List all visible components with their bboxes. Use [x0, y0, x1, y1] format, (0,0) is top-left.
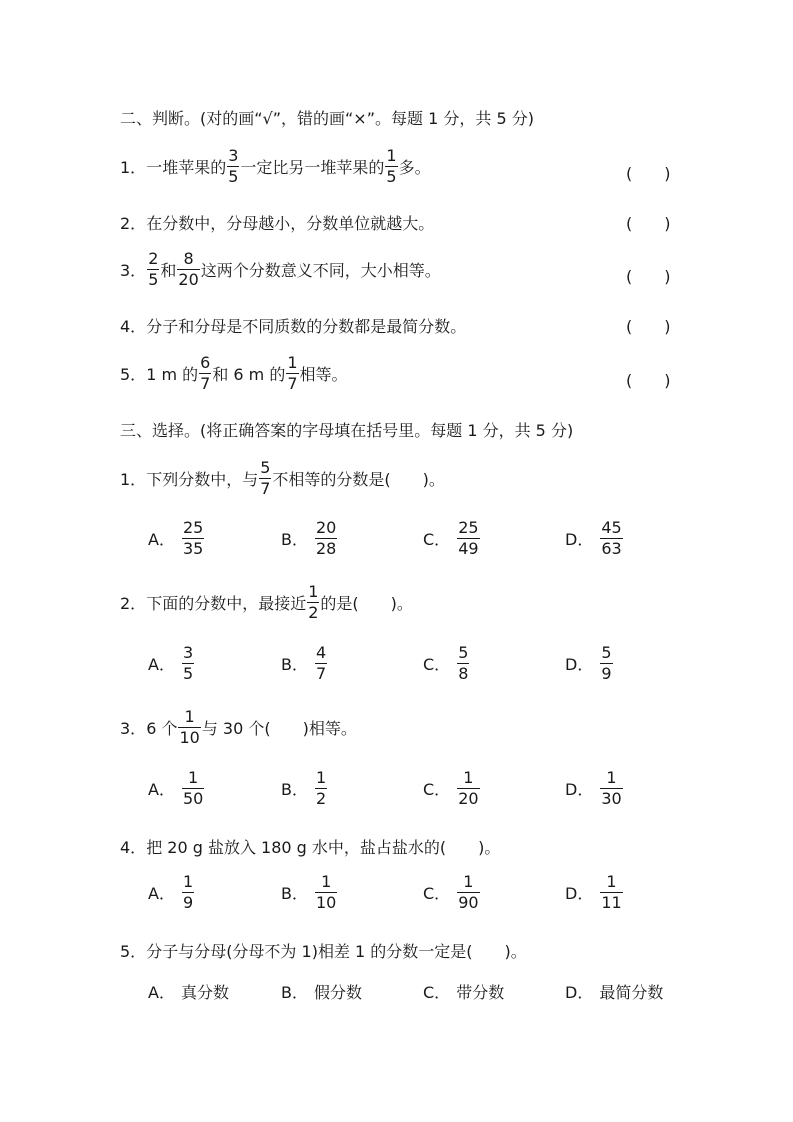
fraction: $\frac{1}{2}$ — [308, 582, 319, 622]
judgment-item-4: 4． 分子和分母是不同质数的分数都是最简分数。 — [120, 314, 466, 337]
option-d[interactable]: D． $\frac{5}{9}$ — [565, 643, 612, 683]
item-number: 5． — [120, 942, 147, 961]
fraction: $\frac{25}{49}$ — [458, 518, 479, 558]
item-number: 3． — [120, 261, 147, 280]
judgment-item-5: 5． 1 m 的 $\frac{6}{7}$ 和 6 m 的 $\frac{1}{7}$ 相等。 — [120, 353, 348, 393]
option-a[interactable]: A． $\frac{25}{35}$ — [148, 518, 204, 558]
option-c[interactable]: C． $\frac{5}{8}$ — [423, 643, 469, 683]
fraction: $\frac{1}{11}$ — [601, 872, 622, 912]
option-c[interactable]: C． $\frac{25}{49}$ — [423, 518, 479, 558]
fraction: $\frac{2}{5}$ — [148, 249, 159, 289]
item-number: 2． — [120, 594, 147, 613]
fraction: $\frac{4}{7}$ — [315, 643, 327, 683]
option-b[interactable]: B． $\frac{4}{7}$ — [281, 643, 327, 683]
fraction: $\frac{1}{50}$ — [182, 768, 204, 808]
fraction: $\frac{25}{35}$ — [182, 518, 204, 558]
item-number: 4． — [120, 838, 147, 857]
option-b[interactable]: B． $\frac{1}{2}$ — [281, 768, 327, 808]
item-number: 3． — [120, 719, 147, 738]
fraction: $\frac{1}{5}$ — [386, 146, 397, 186]
option-d[interactable]: D． $\frac{45}{63}$ — [565, 518, 622, 558]
option-a[interactable]: A． $\frac{1}{50}$ — [148, 768, 204, 808]
option-d[interactable]: D． $\frac{1}{30}$ — [565, 768, 622, 808]
fraction: $\frac{20}{28}$ — [315, 518, 337, 558]
answer-blank[interactable]: ( ) — [626, 317, 671, 336]
fraction: $\frac{5}{8}$ — [458, 643, 469, 683]
answer-blank[interactable]: ( ) — [626, 164, 671, 183]
answer-blank[interactable]: ( ) — [626, 371, 671, 390]
fraction: $\frac{1}{10}$ — [179, 707, 200, 747]
fraction: $\frac{5}{9}$ — [601, 643, 612, 683]
answer-blank[interactable]: ( ) — [626, 214, 671, 233]
option-d[interactable]: D． $\frac{1}{11}$ — [565, 872, 622, 912]
fraction: $\frac{1}{2}$ — [315, 768, 327, 808]
option-c[interactable]: C． 带分数 — [423, 983, 505, 1002]
item-number: 1． — [120, 158, 147, 177]
answer-blank[interactable]: ( ) — [626, 267, 671, 286]
option-a[interactable]: A． $\frac{1}{9}$ — [148, 872, 194, 912]
judgment-item-2: 2． 在分数中，分母越小，分数单位就越大。 — [120, 211, 434, 234]
section-3-heading: 三、选择。(将正确答案的字母填在括号里。每题 1 分，共 5 分) — [120, 421, 574, 440]
item-number: 4． — [120, 317, 147, 336]
fraction: $\frac{1}{90}$ — [458, 872, 479, 912]
choice-question-4: 4． 把 20 g 盐放入 180 g 水中，盐占盐水的( )。 — [120, 835, 500, 858]
fraction: $\frac{1}{10}$ — [315, 872, 337, 912]
judgment-item-1: 1． 一堆苹果的 $\frac{3}{5}$ 一定比另一堆苹果的 $\frac{1}{5}$ 多。 — [120, 146, 431, 186]
section-2-heading: 二、判断。(对的画“√”，错的画“×”。每题 1 分，共 5 分) — [120, 109, 534, 128]
fraction: $\frac{1}{30}$ — [601, 768, 622, 808]
fraction: $\frac{45}{63}$ — [601, 518, 622, 558]
option-c[interactable]: C． $\frac{1}{20}$ — [423, 768, 479, 808]
option-b[interactable]: B． $\frac{20}{28}$ — [281, 518, 337, 558]
option-d[interactable]: D． 最简分数 — [565, 983, 664, 1002]
fraction: $\frac{5}{7}$ — [260, 458, 271, 498]
choice-question-5: 5． 分子与分母(分母不为 1)相差 1 的分数一定是( )。 — [120, 939, 527, 962]
option-a[interactable]: A． $\frac{3}{5}$ — [148, 643, 194, 683]
judgment-item-3: 3． $\frac{2}{5}$ 和 $\frac{8}{20}$ 这两个分数意义不同，大小相等。 — [120, 249, 441, 289]
fraction: $\frac{3}{5}$ — [228, 146, 239, 186]
option-a[interactable]: A． 真分数 — [148, 983, 229, 1002]
option-b[interactable]: B． $\frac{1}{10}$ — [281, 872, 337, 912]
fraction: $\frac{1}{9}$ — [182, 872, 194, 912]
item-number: 1． — [120, 470, 147, 489]
item-number: 2． — [120, 214, 147, 233]
choice-question-2: 2． 下面的分数中，最接近 $\frac{1}{2}$ 的是( )。 — [120, 582, 413, 622]
fraction: $\frac{3}{5}$ — [182, 643, 194, 683]
option-b[interactable]: B． 假分数 — [281, 983, 362, 1002]
fraction: $\frac{1}{7}$ — [287, 353, 298, 393]
choice-question-3: 3． 6 个 $\frac{1}{10}$ 与 30 个( )相等。 — [120, 707, 357, 747]
option-c[interactable]: C． $\frac{1}{90}$ — [423, 872, 479, 912]
fraction: $\frac{1}{20}$ — [458, 768, 479, 808]
choice-question-1: 1． 下列分数中，与 $\frac{5}{7}$ 不相等的分数是( )。 — [120, 458, 445, 498]
item-number: 5． — [120, 365, 147, 384]
fraction: $\frac{8}{20}$ — [178, 249, 199, 289]
fraction: $\frac{6}{7}$ — [200, 353, 211, 393]
